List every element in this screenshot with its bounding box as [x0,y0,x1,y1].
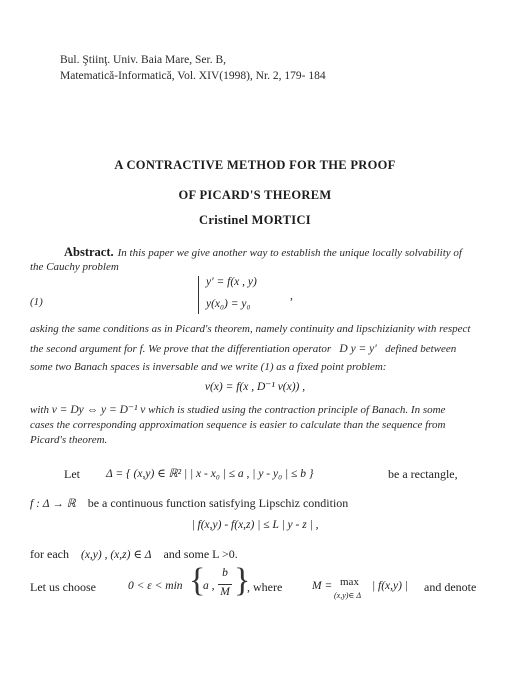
fraction-bar [218,584,232,585]
abstract-p3-line3: Picard's theorem. [30,434,108,446]
function-definition: f : Δ → ℝ [30,498,76,510]
equation-comma: , [290,290,293,302]
journal-header-line1: Bul. Ştiinţ. Univ. Baia Mare, Ser. B, [60,54,226,66]
for-each-line [30,545,238,563]
where-label: , where [247,580,283,594]
choose-label: Let us choose [30,580,96,594]
abstract-p3-line2: cases the corresponding approximation sequence is easier to calculate than the sequence from [30,419,446,431]
be-a-rectangle: be a rectangle, [388,467,458,481]
fraction-numerator: b [222,567,228,579]
abstract-heading: Abstract. [64,245,114,259]
abstract-intro-line2: the Cauchy problem [30,261,119,273]
equation-row2: y(x₀) = y₀ [206,298,251,310]
abstract-first-line [64,243,462,261]
right-brace: } [234,562,251,599]
and-denote: and denote [424,580,477,594]
max-subscript: (x,y)∈ Δ [334,591,362,600]
fixed-point-equation: v(x) = f(x , D⁻¹ v(x)) , [204,381,306,393]
differentiation-operator: D y = y′ [339,343,377,355]
equation-label: (1) [30,296,43,308]
abstract-p3-line1b: which is studied using the contraction principle of Banach. In some [148,404,446,416]
abstract-p2-line1: asking the same conditions as in Picard's theorem, namely continuity and lipschizianity with respect [30,323,471,335]
abstract-p2-line2a: the second argument for f. We prove that the differentiation operator [30,343,332,355]
abstract-p2-line2 [30,342,456,357]
journal-header-line2: Matematică-Informatică, Vol. XIV(1998), Nr. 2, 179- 184 [60,70,326,82]
abstract-p2-line2b: defined between [385,343,457,355]
paper-title-line2: OF PICARD'S THEOREM [178,188,332,202]
equation-brace [198,276,205,314]
choose-epsilon: 0 < ε < min [128,580,183,592]
left-brace: { [189,562,206,599]
fraction-denominator: M [220,586,230,598]
M-definition: M = [312,580,333,592]
for-each-label: for each [30,547,69,561]
equation-row1: y′ = f(x , y) [206,276,257,288]
for-each-domain: (x,y) , (x,z) ∈ Δ [80,549,152,561]
max-expression: | f(x,y) | [372,580,409,592]
for-each-tail: and some L >0. [163,547,238,561]
delta-definition: Δ = { (x,y) ∈ ℝ² | | x - x₀ | ≤ a , | y - y₀ | ≤ b } [106,468,314,480]
function-line [30,494,348,512]
abstract-p3-with: with [30,404,49,416]
max-operator: max [340,576,359,588]
abstract-p3-line1 [30,403,445,418]
abstract-p3-math: v = Dy ⇔ y = D⁻¹ v [51,404,146,416]
abstract-intro-line1: In this paper we give another way to establish the unique locally solvability of [117,247,462,259]
function-description: be a continuous function satisfying Lipschiz condition [87,496,349,510]
body-let: Let [64,467,80,481]
abstract-p2-line3: some two Banach spaces is inversable and we write (1) as a fixed point problem: [30,361,387,373]
min-a: a , [203,580,215,592]
paper-title-line1: A CONTRACTIVE METHOD FOR THE PROOF [114,158,396,172]
lipschitz-condition: | f(x,y) - f(x,z) | ≤ L | y - z | , [191,519,319,531]
paper-author: Cristinel MORTICI [199,213,311,227]
